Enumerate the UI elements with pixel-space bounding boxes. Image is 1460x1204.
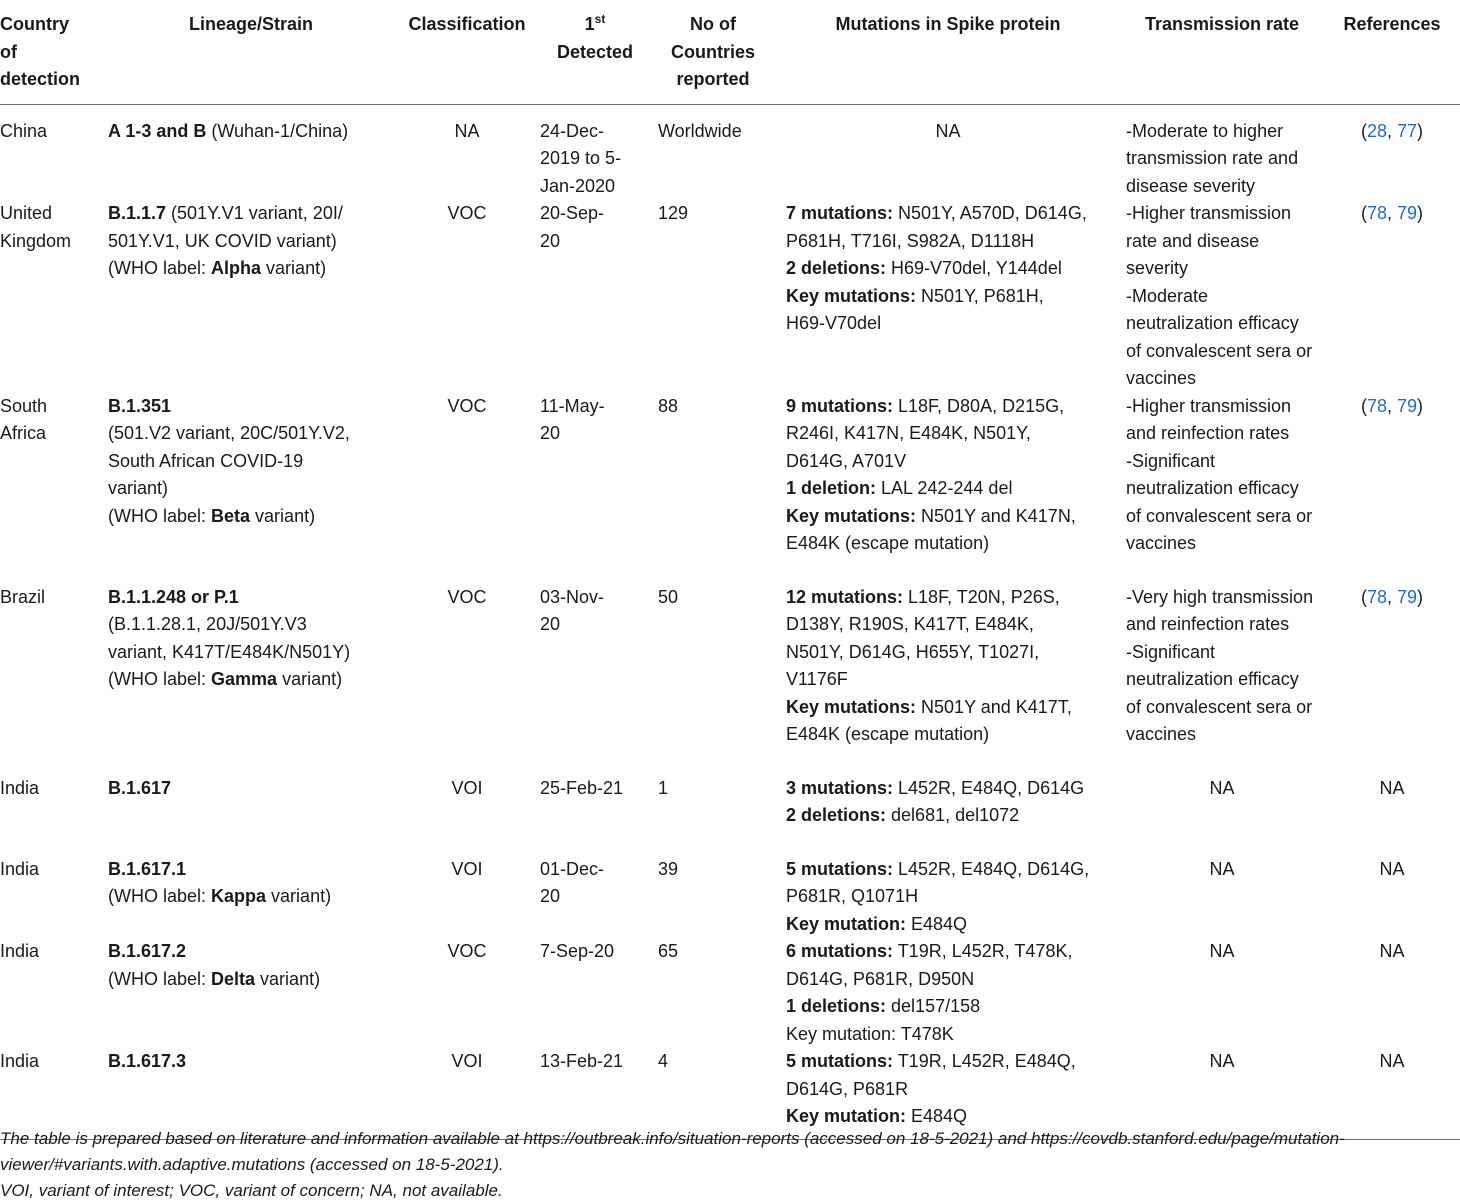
mutation-line-text: H69-V70del, Y144del	[886, 258, 1062, 278]
mutation-line-bold: 2 deletions:	[786, 805, 887, 825]
lineage-line-text: (Wuhan-1/China)	[206, 120, 349, 141]
cell-detected	[540, 775, 650, 856]
reference-link[interactable]: 79	[1397, 586, 1418, 607]
cell-countries: 39	[658, 858, 679, 879]
ref-paren: (	[1360, 203, 1367, 223]
transmission-line: vaccines	[1126, 533, 1197, 553]
mutation-line	[786, 584, 1120, 612]
transmission-line: of convalescent sera or	[1126, 340, 1313, 361]
cell-country	[0, 393, 108, 584]
mutation-line-text: P681R, Q1071H	[786, 886, 919, 906]
header-countries-line: No of	[690, 14, 736, 34]
transmission-line: -Moderate to higher	[1126, 120, 1284, 141]
mutation-line-text: P681H, T716I, S982A, D1118H	[786, 230, 1035, 251]
cell-detected	[540, 938, 650, 1048]
cell-transmission: NA	[1209, 941, 1235, 961]
cell-classification: VOC	[447, 395, 487, 416]
cell-mutations	[776, 200, 1120, 393]
lineage-line-text: variant)	[108, 478, 169, 498]
header-country	[0, 0, 108, 104]
cell-transmission: NA	[1209, 777, 1235, 798]
mutation-line-text: E484Q	[906, 913, 968, 934]
lineage-line-bold: B.1.617.1	[108, 858, 187, 879]
table-row	[0, 200, 1460, 393]
mutation-line	[786, 1076, 1120, 1104]
transmission-line: neutralization efficacy	[1126, 669, 1299, 689]
cell-countries: 1	[658, 777, 669, 798]
mutation-line	[786, 1021, 1120, 1049]
header-row	[0, 0, 1460, 104]
mutation-line-text: N501Y, D614G, H655Y, T1027I,	[786, 641, 1040, 662]
cell-references	[1324, 584, 1460, 775]
mutation-line-text: T19R, L452R, T478K,	[893, 941, 1073, 961]
cell-country	[0, 200, 108, 393]
lineage-line-bold: B.1.351	[108, 395, 172, 416]
mutation-line-text: E484K (escape mutation)	[786, 533, 990, 553]
table-body	[0, 104, 1460, 1139]
cell-mutations	[776, 393, 1120, 584]
lineage-line-bold: B.1.1.7	[108, 203, 167, 223]
country-line: India	[0, 777, 40, 798]
transmission-line: vaccines	[1126, 724, 1197, 744]
cell-mutations	[776, 856, 1120, 939]
detected-line: 24-Dec-	[540, 120, 605, 141]
cell-lineage	[108, 584, 394, 775]
mutation-line-text: del157/158	[886, 996, 981, 1016]
lineage-line	[108, 938, 394, 966]
lineage-line	[108, 503, 394, 531]
table-row	[0, 584, 1460, 775]
mutation-line-text: N501Y, P681H,	[916, 285, 1044, 306]
lineage-line	[108, 448, 394, 476]
mutation-line	[786, 255, 1120, 283]
mutation-line	[786, 966, 1120, 994]
transmission-line: vaccines	[1126, 368, 1197, 388]
mutation-line	[786, 503, 1120, 531]
transmission-line: -Higher transmission	[1126, 395, 1292, 416]
cell-references: NA	[1379, 1051, 1405, 1071]
mutation-line-text: Key mutation: T478K	[786, 1023, 954, 1044]
detected-line: Jan-2020	[540, 175, 616, 196]
cell-country	[0, 775, 108, 856]
transmission-line: severity	[1126, 258, 1189, 278]
mutation-line	[786, 530, 1120, 558]
lineage-line-text: (WHO label:	[108, 968, 212, 989]
mutation-line-text: N501Y, A570D, D614G,	[893, 203, 1087, 223]
cell-lineage	[108, 104, 394, 200]
lineage-line-bold: Alpha	[211, 258, 262, 278]
header-detected	[540, 0, 650, 104]
header-detected-number: 1	[584, 14, 595, 34]
country-line: Brazil	[0, 586, 46, 607]
transmission-line: -Significant	[1126, 450, 1216, 471]
cell-lineage	[108, 938, 394, 1048]
mutation-line-bold: 6 mutations:	[786, 941, 894, 961]
lineage-line-text: variant)	[261, 258, 327, 278]
lineage-line-text: (501.V2 variant, 20C/501Y.V2,	[108, 423, 350, 443]
header-classification: Classification	[408, 14, 526, 34]
lineage-line-text: (WHO label:	[108, 258, 212, 278]
cell-lineage	[108, 393, 394, 584]
detected-line: 20	[540, 423, 561, 443]
mutation-line	[786, 310, 1120, 338]
header-detected-label: Detected	[556, 41, 634, 62]
ref-separator: ,	[1386, 203, 1397, 223]
country-line: India	[0, 858, 40, 879]
cell-countries: 65	[658, 941, 679, 961]
header-country-line: Country	[0, 14, 69, 34]
mutation-line	[786, 393, 1120, 421]
lineage-line	[108, 639, 394, 667]
mutation-line-bold: 5 mutations:	[786, 1051, 894, 1071]
mutation-line	[786, 200, 1120, 228]
mutation-line	[786, 475, 1120, 503]
country-line: India	[0, 941, 40, 961]
lineage-line-text: South African COVID-19	[108, 450, 304, 471]
lineage-line	[108, 393, 394, 421]
mutation-line	[786, 694, 1120, 722]
reference-link[interactable]: 79	[1397, 203, 1418, 223]
cell-mutations	[776, 775, 1120, 856]
cell-references	[1324, 393, 1460, 584]
lineage-line	[108, 856, 394, 884]
transmission-line: -Very high transmission	[1126, 586, 1314, 607]
lineage-line-bold: A 1-3 and B	[108, 120, 207, 141]
mutation-line-bold: 1 deletion:	[786, 478, 877, 498]
cell-lineage	[108, 775, 394, 856]
reference-link[interactable]: 77	[1397, 120, 1418, 141]
mutation-line-text: N501Y and K417T,	[916, 696, 1072, 717]
cell-classification: VOC	[447, 203, 487, 223]
lineage-line	[108, 475, 394, 503]
reference-link[interactable]: 79	[1397, 395, 1418, 416]
detected-line: 20	[540, 230, 561, 251]
detected-line: 03-Nov-	[540, 586, 605, 607]
table-row	[0, 775, 1460, 856]
lineage-line	[108, 611, 394, 639]
mutation-line-bold: 5 mutations:	[786, 858, 894, 879]
mutation-line	[786, 911, 1120, 939]
cell-references: NA	[1379, 858, 1405, 879]
footnote-line-1: The table is prepared based on literature and information available at https://outbreak.info/situation-reports (accessed on 18-5-2021) and https://covdb.stanford.edu/page/mutation-	[0, 1129, 1345, 1148]
lineage-line-text: (WHO label:	[108, 505, 212, 526]
mutation-line-text: D614G, P681R, D950N	[786, 968, 975, 989]
mutation-line	[786, 283, 1120, 311]
cell-transmission	[1120, 200, 1324, 393]
lineage-line-bold: Kappa	[211, 886, 267, 906]
lineage-line	[108, 200, 394, 228]
cell-transmission	[1120, 104, 1324, 200]
mutation-line-bold: 9 mutations:	[786, 395, 894, 416]
header-country-line: of	[0, 41, 17, 62]
mutation-line	[786, 775, 1120, 803]
cell-country	[0, 584, 108, 775]
lineage-line	[108, 666, 394, 694]
cell-references	[1324, 104, 1460, 200]
lineage-line	[108, 584, 394, 612]
lineage-line	[108, 1048, 394, 1076]
cell-transmission: NA	[1209, 1051, 1235, 1071]
mutation-line	[786, 611, 1120, 639]
ref-separator: ,	[1386, 395, 1397, 416]
cell-transmission: NA	[1209, 858, 1235, 879]
mutation-line-bold: Key mutation:	[786, 1106, 907, 1126]
header-references: References	[1343, 14, 1441, 34]
header-transmission: Transmission rate	[1144, 14, 1300, 34]
cell-country	[0, 938, 108, 1048]
header-countries-line: Countries	[670, 41, 755, 62]
transmission-line: neutralization efficacy	[1126, 478, 1299, 498]
mutation-line	[786, 448, 1120, 476]
detected-line: 20	[540, 886, 561, 906]
country-line: United	[0, 203, 53, 223]
header-countries-line: reported	[676, 69, 750, 89]
cell-classification: VOI	[451, 858, 483, 879]
footnote	[0, 1126, 1460, 1204]
lineage-line-text: variant)	[255, 968, 321, 989]
detected-line: 20-Sep-	[540, 203, 605, 223]
mutation-line-text: D614G, P681R	[786, 1078, 909, 1099]
mutation-line	[786, 883, 1120, 911]
lineage-line-text: (WHO label:	[108, 886, 212, 906]
mutation-line	[786, 420, 1120, 448]
lineage-line-text: variant)	[250, 505, 316, 526]
table-row	[0, 938, 1460, 1048]
cell-transmission	[1120, 393, 1324, 584]
ref-paren: )	[1417, 120, 1424, 141]
ref-paren: (	[1360, 586, 1367, 607]
cell-countries: 50	[658, 586, 679, 607]
ref-separator: ,	[1386, 586, 1397, 607]
mutation-line-text: T19R, L452R, E484Q,	[893, 1051, 1076, 1071]
mutation-line-bold: Key mutations:	[786, 285, 917, 306]
mutation-line-text: H69-V70del	[786, 313, 882, 333]
reference-link[interactable]: 28	[1366, 120, 1387, 141]
transmission-line: and reinfection rates	[1126, 614, 1290, 634]
detected-line: 01-Dec-	[540, 858, 605, 879]
ref-paren: )	[1417, 586, 1424, 607]
country-line: China	[0, 120, 48, 141]
lineage-line-bold: B.1.1.248 or P.1	[108, 586, 239, 607]
lineage-line	[108, 228, 394, 256]
mutation-line-text: N501Y and K417N,	[916, 505, 1076, 526]
country-line: India	[0, 1051, 40, 1071]
mutation-line	[786, 639, 1120, 667]
mutation-line-text: E484Q	[906, 1106, 968, 1126]
cell-references	[1324, 200, 1460, 393]
mutation-line-text: R246I, K417N, E484K, N501Y,	[786, 423, 1031, 443]
cell-references: NA	[1379, 941, 1405, 961]
lineage-line	[108, 420, 394, 448]
cell-lineage	[108, 856, 394, 939]
cell-detected	[540, 200, 650, 393]
mutation-line	[786, 993, 1120, 1021]
cell-countries: 4	[658, 1051, 669, 1071]
detected-line: 11-May-	[540, 395, 605, 416]
cell-countries: 88	[658, 395, 679, 416]
mutation-line-text: D138Y, R190S, K417T, E484K,	[786, 614, 1034, 634]
table-row	[0, 856, 1460, 939]
lineage-line-bold: Gamma	[211, 669, 278, 689]
reference-link[interactable]: 78	[1366, 586, 1387, 607]
mutation-line-bold: Key mutations:	[786, 505, 917, 526]
mutation-line-text: L452R, E484Q, D614G,	[893, 858, 1090, 879]
cell-detected	[540, 856, 650, 939]
reference-link[interactable]: 78	[1366, 203, 1387, 223]
lineage-line	[108, 775, 394, 803]
mutation-line-text: L452R, E484Q, D614G	[893, 777, 1085, 798]
cell-mutations	[776, 584, 1120, 775]
detected-line: 2019 to 5-	[540, 148, 622, 168]
cell-classification: VOI	[451, 1051, 483, 1071]
mutation-line-text: del681, del1072	[886, 805, 1020, 825]
lineage-line-bold: Beta	[211, 505, 251, 526]
ref-paren: (	[1360, 395, 1367, 416]
detected-line: 25-Feb-21	[540, 777, 624, 798]
mutation-line-bold: Key mutation:	[786, 913, 907, 934]
lineage-line	[108, 883, 394, 911]
ref-paren: )	[1417, 203, 1424, 223]
mutation-line-text: L18F, D80A, D215G,	[893, 395, 1065, 416]
transmission-line: and reinfection rates	[1126, 423, 1290, 443]
ref-separator: ,	[1386, 120, 1397, 141]
cell-countries: 129	[658, 203, 689, 223]
lineage-line-text: variant, K417T/E484K/N501Y)	[108, 641, 351, 662]
mutation-line	[786, 721, 1120, 749]
cell-classification: VOI	[451, 777, 483, 798]
cell-classification: NA	[454, 120, 480, 141]
cell-references: NA	[1379, 777, 1405, 798]
mutation-line-text: L18F, T20N, P26S,	[903, 586, 1060, 607]
table-row	[0, 104, 1460, 200]
cell-mutations	[776, 938, 1120, 1048]
detected-line: 13-Feb-21	[540, 1051, 624, 1071]
cell-countries: Worldwide	[658, 120, 742, 141]
header-lineage: Lineage/Strain	[188, 14, 314, 34]
lineage-line-bold: Delta	[211, 968, 256, 989]
header-countries	[650, 0, 776, 104]
mutation-line-bold: 1 deletions:	[786, 996, 887, 1016]
lineage-line-bold: B.1.617.2	[108, 941, 187, 961]
lineage-line-text: (WHO label:	[108, 669, 212, 689]
reference-link[interactable]: 78	[1366, 395, 1387, 416]
lineage-line-text: variant)	[277, 669, 343, 689]
cell-classification: VOC	[447, 586, 487, 607]
header-mutations: Mutations in Spike protein	[835, 14, 1061, 34]
mutation-line	[786, 802, 1120, 830]
lineage-line	[108, 255, 394, 283]
mutation-line-bold: Key mutations:	[786, 696, 917, 717]
lineage-line-text: 501Y.V1, UK COVID variant)	[108, 230, 337, 251]
lineage-line-text: (501Y.V1 variant, 20I/	[166, 203, 343, 223]
cell-detected	[540, 104, 650, 200]
mutation-line-text: LAL 242-244 del	[876, 478, 1013, 498]
mutation-line-bold: 7 mutations:	[786, 203, 894, 223]
mutation-line-bold: 2 deletions:	[786, 258, 887, 278]
mutation-line-bold: 12 mutations:	[786, 586, 904, 607]
mutation-line-text: E484K (escape mutation)	[786, 724, 990, 744]
header-country-line: detection	[0, 69, 81, 89]
transmission-line: of convalescent sera or	[1126, 696, 1313, 717]
country-line: South	[0, 395, 48, 416]
cell-detected	[540, 393, 650, 584]
transmission-line: -Higher transmission	[1126, 203, 1292, 223]
header-detected-sup: st	[594, 12, 606, 26]
transmission-line: neutralization efficacy	[1126, 313, 1299, 333]
lineage-line-text: (B.1.1.28.1, 20J/501Y.V3	[108, 614, 307, 634]
cell-country	[0, 104, 108, 200]
country-line: Kingdom	[0, 230, 72, 251]
lineage-line-text: variant)	[266, 886, 332, 906]
country-line: Africa	[0, 423, 47, 443]
cell-lineage	[108, 200, 394, 393]
mutation-line-text: D614G, A701V	[786, 450, 907, 471]
mutation-line-bold: 3 mutations:	[786, 777, 894, 798]
cell-detected	[540, 584, 650, 775]
footnote-line-3: VOI, variant of interest; VOC, variant of concern; NA, not available.	[0, 1181, 503, 1200]
transmission-line: transmission rate and	[1126, 148, 1299, 168]
lineage-line	[108, 118, 394, 146]
cell-transmission	[1120, 584, 1324, 775]
transmission-line: disease severity	[1126, 175, 1256, 196]
transmission-line: of convalescent sera or	[1126, 505, 1313, 526]
transmission-line: rate and disease	[1126, 230, 1260, 251]
mutation-line	[786, 1048, 1120, 1076]
mutation-line-text: V1176F	[786, 669, 848, 689]
transmission-line: -Moderate	[1126, 285, 1209, 306]
mutation-line	[786, 856, 1120, 884]
cell-country	[0, 856, 108, 939]
footnote-line-2: viewer/#variants.with.adaptive.mutations (accessed on 18-5-2021).	[0, 1155, 504, 1174]
lineage-line-bold: B.1.617	[108, 777, 172, 798]
table-row	[0, 393, 1460, 584]
cell-mutations: NA	[935, 120, 961, 141]
mutation-line	[786, 228, 1120, 256]
ref-paren: )	[1417, 395, 1424, 416]
lineage-line-bold: B.1.617.3	[108, 1051, 187, 1071]
cell-classification: VOC	[447, 941, 487, 961]
mutation-line	[786, 666, 1120, 694]
mutation-line	[786, 938, 1120, 966]
detected-line: 20	[540, 614, 561, 634]
detected-line: 7-Sep-20	[540, 941, 615, 961]
transmission-line: -Significant	[1126, 641, 1216, 662]
ref-paren: (	[1360, 120, 1367, 141]
lineage-line	[108, 966, 394, 994]
